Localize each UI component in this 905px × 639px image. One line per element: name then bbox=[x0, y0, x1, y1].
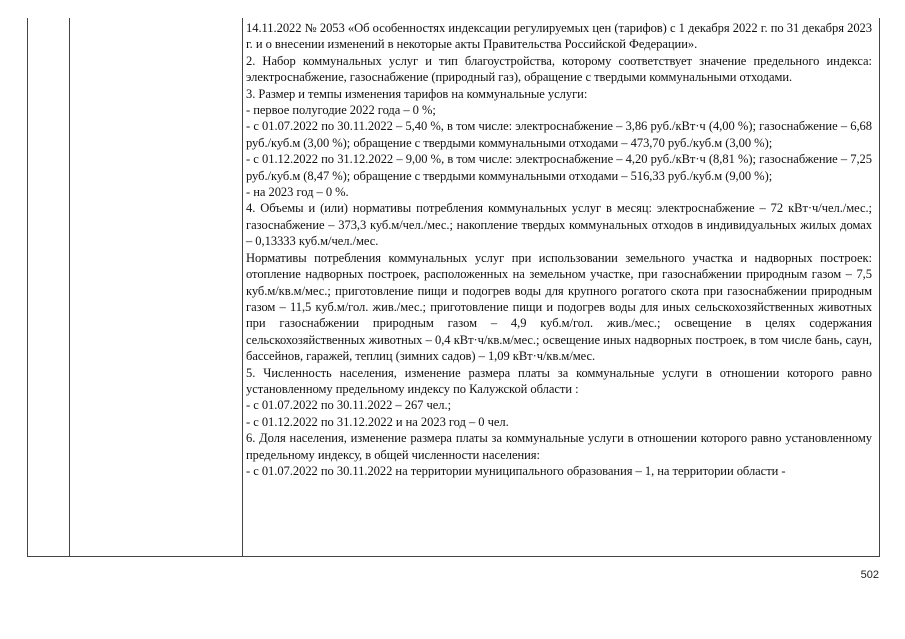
paragraph: 4. Объемы и (или) нормативы потребления коммунальных услуг в месяц: электроснабжение – 72 кВт·ч/чел./мес.; газоснабжение – 373,3 куб.м/чел./мес.; накопление твердых коммунальных отходов в индивидуальных жилых домах – 0,13333 куб.м/чел./мес. bbox=[246, 201, 872, 249]
table-cell-content bbox=[246, 20, 872, 479]
page-number: 502 bbox=[860, 569, 879, 581]
paragraph: - с 01.12.2022 по 31.12.2022 – 9,00 %, в том числе: электроснабжение – 4,20 руб./кВт·ч (8,81 %); газоснабжение – 7,25 руб./куб.м (8,47 %); обращение с твердыми коммунальными отходами – 516,33 руб./куб.м (9,00 %); bbox=[246, 152, 872, 183]
paragraph: 3. Размер и темпы изменения тарифов на коммунальные услуги: bbox=[246, 86, 588, 101]
column-divider-2 bbox=[242, 18, 243, 556]
paragraph: - первое полугодие 2022 года – 0 %; bbox=[246, 103, 436, 118]
paragraph: - с 01.07.2022 по 30.11.2022 – 267 чел.; bbox=[246, 398, 452, 413]
paragraph: - с 01.07.2022 по 30.11.2022 на территории муниципального образования – 1, на территории области - bbox=[246, 463, 786, 478]
paragraph: 6. Доля населения, изменение размера платы за коммунальные услуги в отношении которого равно установленному предельному индексу, в общей численности населения: bbox=[246, 431, 872, 462]
paragraph: - с 01.07.2022 по 30.11.2022 – 5,40 %, в том числе: электроснабжение – 3,86 руб./кВт·ч (4,00 %); газоснабжение – 6,68 руб./куб.м (3,00 %); обращение с твердыми коммунальными отходами – 473,70 руб./куб.м (3,00 %); bbox=[246, 119, 872, 150]
paragraph: - с 01.12.2022 по 31.12.2022 и на 2023 год – 0 чел. bbox=[246, 414, 509, 429]
paragraph: 5. Численность населения, изменение размера платы за коммунальные услуги в отношении которого равно установленному предельному индексу по Калужской области : bbox=[246, 365, 872, 396]
paragraph: 2. Набор коммунальных услуг и тип благоустройства, которому соответствует значение предельного индекса: электроснабжение, газоснабжение (природный газ), обращение с твердыми коммунальными отходами. bbox=[246, 53, 872, 85]
column-divider-1 bbox=[69, 18, 70, 556]
paragraph: - на 2023 год – 0 %. bbox=[246, 185, 349, 200]
paragraph: Нормативы потребления коммунальных услуг при использовании земельного участка и надворных построек: отопление надворных построек, расположенных на земельном участке, при газоснабжении природным газом – 7,5 куб.м/кв.м/мес.; приготовление пищи и подогрев воды для крупного рогатого скота при газоснабжении природным газом – 11,5 куб.м/гол. жив./мес.; приготовление пищи и подогрев воды для иных сельскохозяйственных животных при газоснабжении природным газом – 4,9 куб.м/гол. жив./мес.; освещение в целях содержания сельскохозяйственных животных – 0,4 кВт·ч/кв.м/мес.; освещение иных надворных построек, в том числе бань, саун, бассейнов, гаражей, теплиц (зимних садов) – 1,09 кВт·ч/кв.м/мес. bbox=[246, 250, 872, 364]
paragraph: 14.11.2022 № 2053 «Об особенностях индексации регулируемых цен (тарифов) с 1 декабря 2022 г. по 31 декабря 2023 г. и о внесении изменений в некоторые акты Правительства Российской Федерации». bbox=[246, 21, 872, 52]
